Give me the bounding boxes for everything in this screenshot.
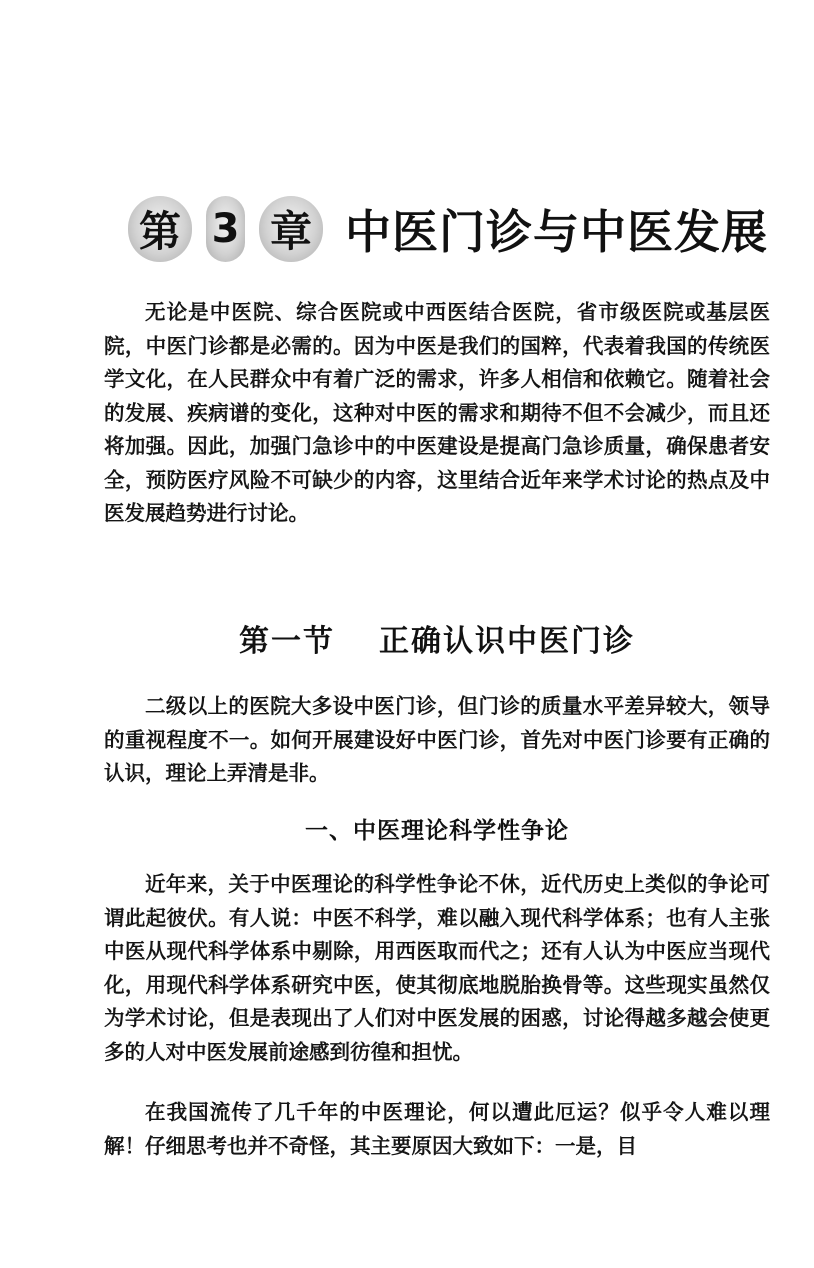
- chapter-prefix-badge: 第: [128, 196, 192, 262]
- section-heading: [104, 616, 770, 660]
- section-number: 第一节: [239, 624, 335, 659]
- intro-paragraph: 无论是中医院、综合医院或中西医结合医院，省市级医院或基层医院，中医门诊都是必需的。因为中医是我们的国粹，代表着我国的传统医学文化，在人民群众中有着广泛的需求，许多人相信和依赖它。随着社会的发展、疾病谱的变化，这种对中医的需求和期待不但不会减少，而且还将加强。因此，加强门急诊中的中医建设是提高门急诊质量，确保患者安全，预防医疗风险不可缺少的内容，这里结合近年来学术讨论的热点及中医发展趋势进行讨论。: [104, 300, 770, 525]
- chapter-title: 中医门诊与中医发展: [344, 205, 768, 259]
- subsection-paragraph-1: 近年来，关于中医理论的科学性争论不休，近代历史上类似的争论可谓此起彼伏。有人说：中医不科学，难以融入现代科学体系；也有人主张中医从现代科学体系中剔除，用西医取而代之；还有人认为中医应当现代化，用现代科学体系研究中医，使其彻底地脱胎换骨等。这些现实虽然仅为学术讨论，但是表现出了人们对中医发展的困惑，讨论得越多越会使更多的人对中医发展前途感到彷徨和担忧。: [104, 872, 770, 1064]
- section-paragraph: 二级以上的医院大多设中医门诊，但门诊的质量水平差异较大，领导的重视程度不一。如何开展建设好中医门诊，首先对中医门诊要有正确的认识，理论上弄清是非。: [104, 694, 770, 785]
- chapter-number-badge: 3: [206, 196, 245, 262]
- section-title: 正确认识中医门诊: [379, 624, 635, 659]
- subsection-paragraph-2: 在我国流传了几千年的中医理论，何以遭此厄运？似乎令人难以理解！仔细思考也并不奇怪，其主要原因大致如下：一是，目: [104, 1100, 770, 1158]
- chapter-suffix-badge: 章: [259, 196, 323, 262]
- subsection-heading: 一、中医理论科学性争论: [305, 818, 569, 844]
- chapter-heading: [128, 190, 768, 268]
